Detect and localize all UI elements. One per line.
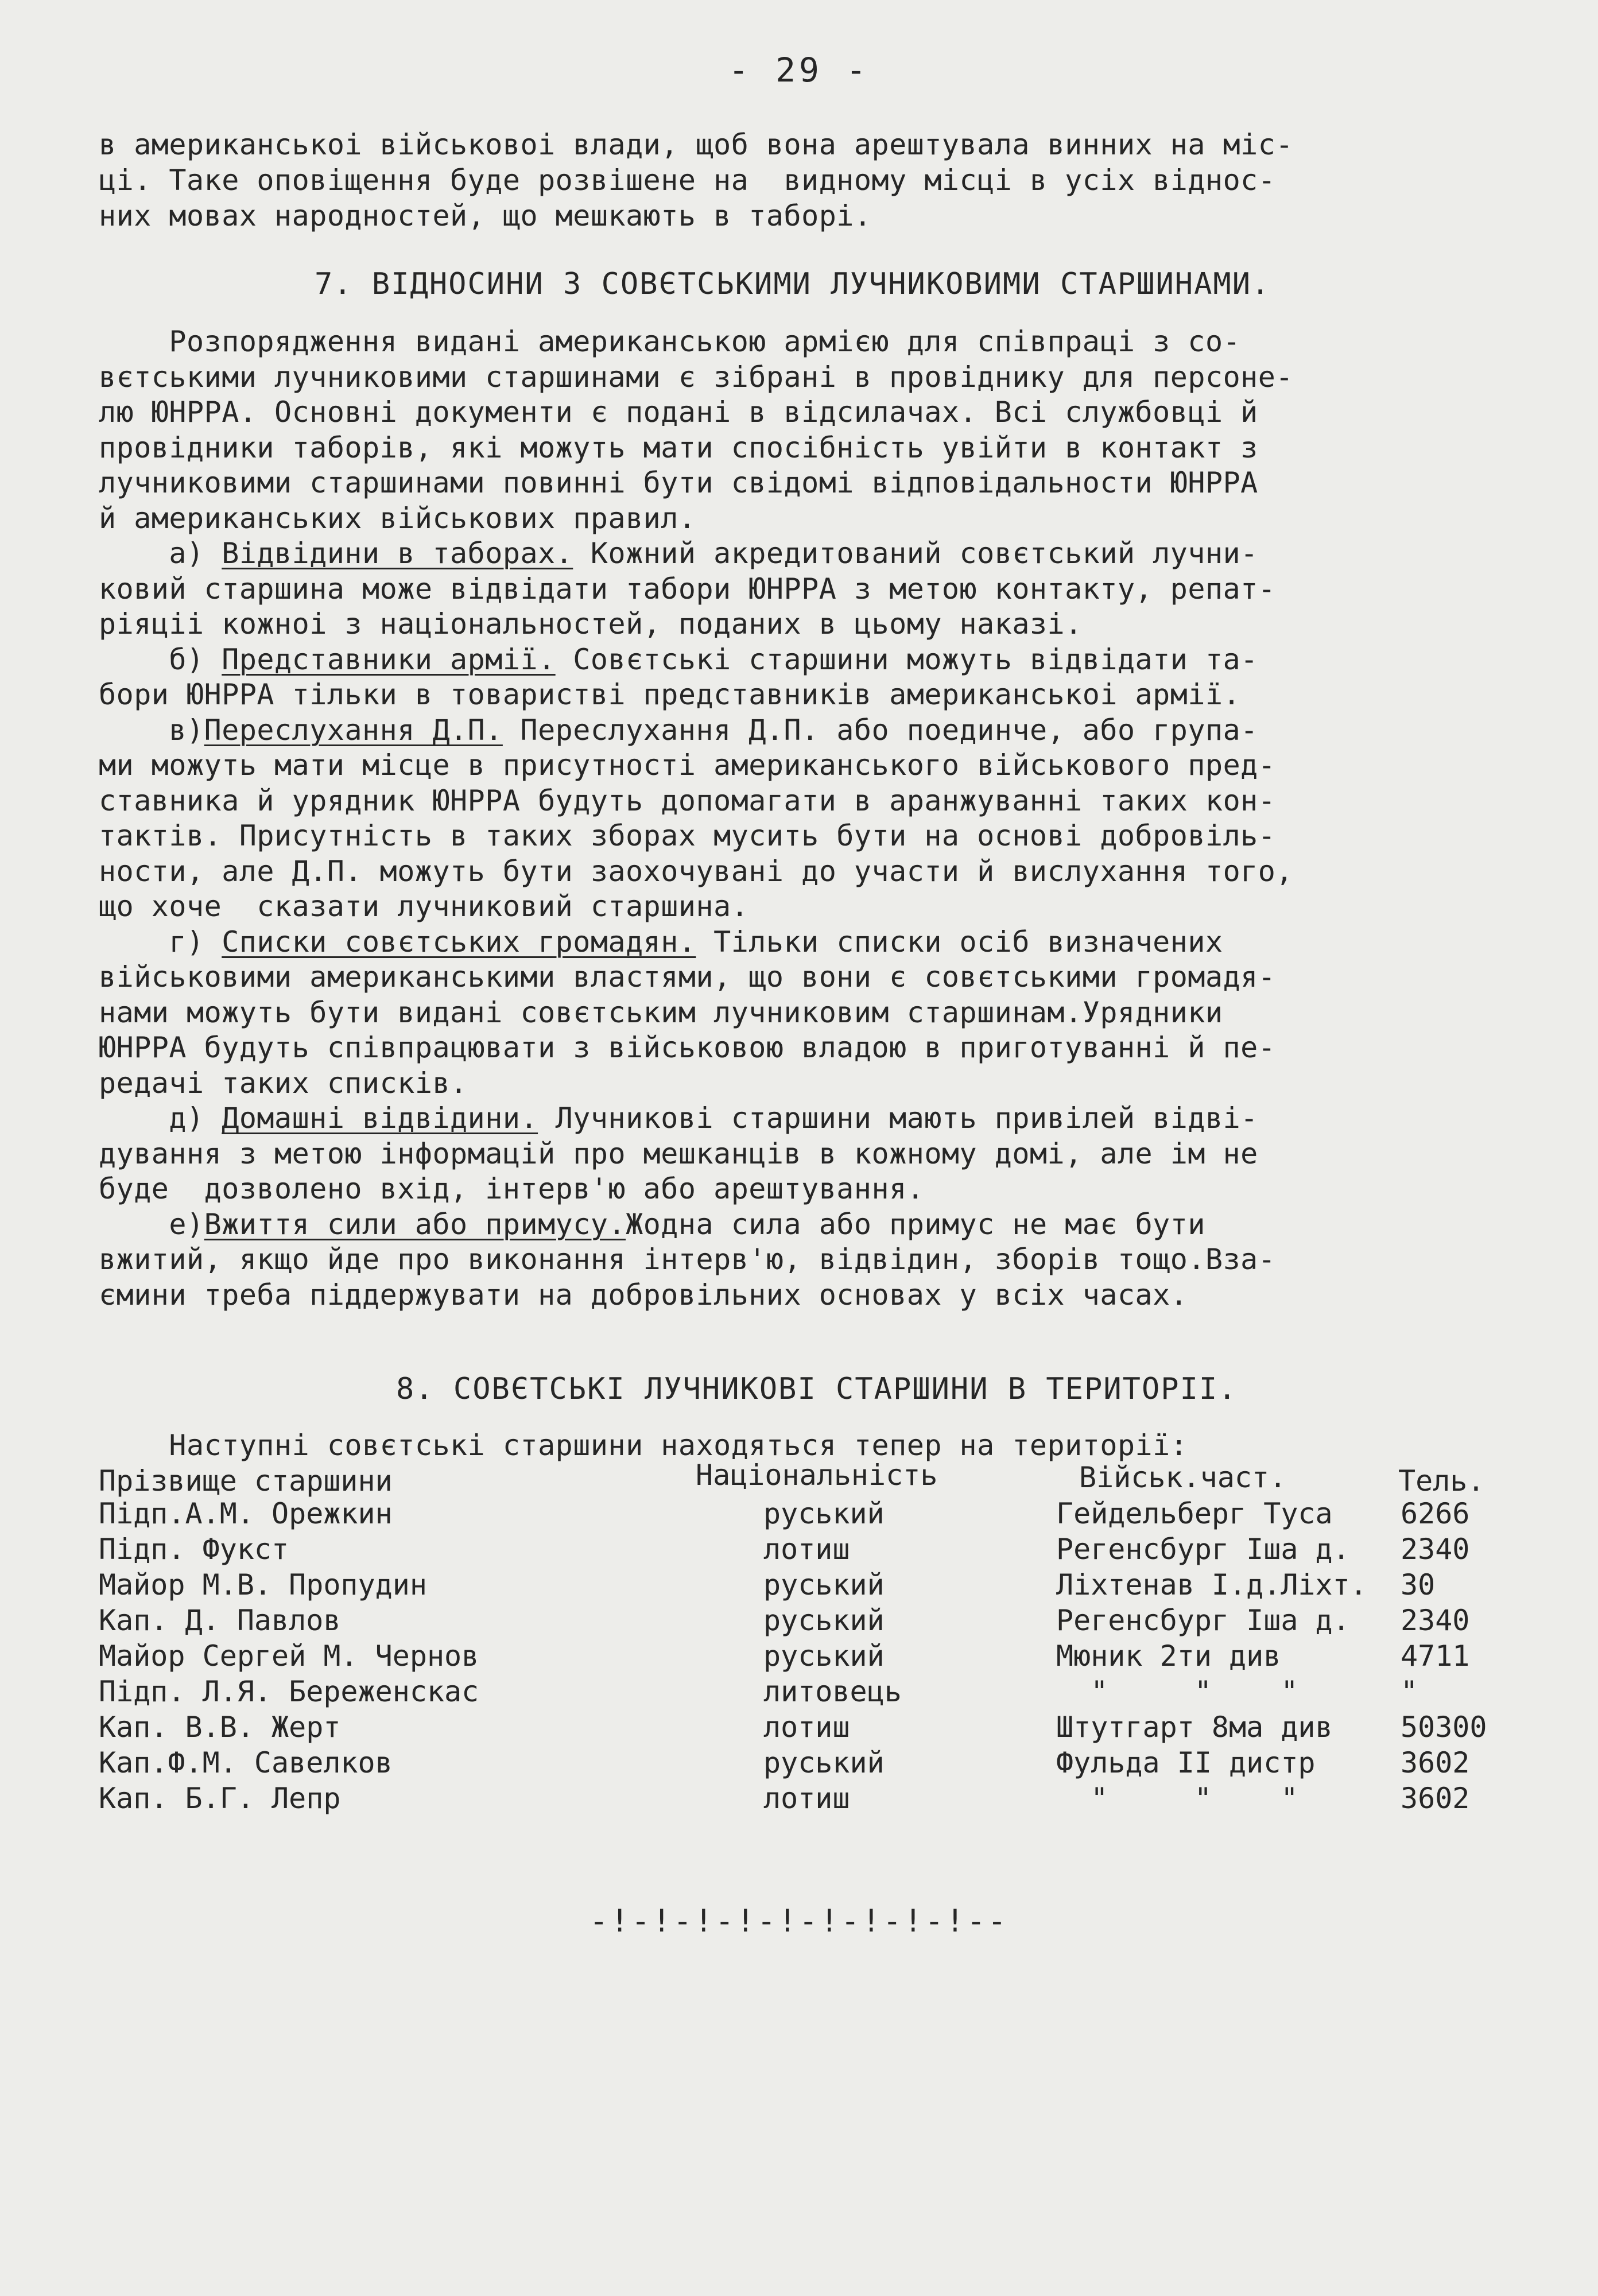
text-segment: Переслухання Д.П. або поединче, або група- — [502, 713, 1258, 747]
officer-nationality: руський — [763, 1604, 885, 1637]
officer-nationality: руський — [763, 1746, 885, 1779]
text-segment: лучниковими старшинами повинні бути свідомі відповідальности ЮНРРА — [99, 466, 1258, 499]
text-line — [99, 536, 1258, 571]
text-segment: Кожний акредитований совєтський лучни- — [573, 537, 1258, 570]
text-line — [99, 1242, 1275, 1277]
section-intro-line: Наступні совєтські старшини находяться тепер на території: — [99, 1429, 1188, 1462]
underlined-subheading: Вжиття сили або примусу. — [204, 1208, 626, 1241]
officer-unit: Регенсбург Іша д. — [1056, 1533, 1350, 1566]
officer-unit: Гейдельберг Туса — [1056, 1497, 1333, 1530]
column-header-name: Прізвище старшини — [99, 1464, 393, 1498]
text-segment: ковий старшина може відвідати табори ЮНРРА з метою контакту, репат- — [99, 572, 1276, 606]
officer-name: Кап. Д. Павлов — [99, 1604, 341, 1637]
text-line: них мовах народностей, що мешкають в таборі. — [99, 199, 872, 232]
officer-unit: Регенсбург Іша д. — [1056, 1604, 1350, 1637]
text-segment: буде дозволено вхід, інтерв'ю або арештування. — [99, 1172, 925, 1205]
text-line — [99, 925, 1223, 959]
text-segment: лю ЮНРРА. Основні документи є подані в відсилачах. Всі службовці й — [99, 395, 1258, 429]
text-line — [99, 430, 1258, 465]
text-line — [99, 572, 1275, 606]
officer-nationality: лотиш — [763, 1782, 850, 1815]
officer-phone: 50300 — [1401, 1711, 1487, 1744]
officer-name: Майор Сергей М. Чернов — [99, 1639, 479, 1673]
officer-phone: 4711 — [1401, 1639, 1470, 1673]
text-segment: Лучникові старшини мають привілей відві- — [538, 1102, 1258, 1135]
section-heading: 7. ВІДНОСИНИ З СОВЄТСЬКИМИ ЛУЧНИКОВИМИ СТАРШИНАМИ. — [315, 267, 1271, 301]
officer-unit: Штутгарт 8ма див — [1056, 1711, 1333, 1744]
text-line — [99, 889, 748, 924]
column-header-unit: Військ.част. — [1079, 1461, 1287, 1494]
officer-nationality: руський — [763, 1568, 885, 1601]
underlined-subheading: Списки совєтських громадян. — [222, 925, 696, 959]
text-line — [99, 360, 1293, 394]
text-segment: тактів. Присутність в таких зборах мусить бути на основі добровіль- — [99, 819, 1276, 852]
officer-unit: " " " — [1056, 1782, 1298, 1815]
text-line — [99, 1030, 1275, 1065]
officer-unit: " " " — [1056, 1675, 1298, 1708]
column-header-nationality: Національність — [696, 1459, 938, 1492]
text-segment: дування з метою інформацій про мешканців в кожному домі, але ім не — [99, 1137, 1258, 1170]
text-segment: ности, але Д.П. можуть бути заохочувані до участи й вислухання того, — [99, 855, 1293, 888]
text-segment: бори ЮНРРА тільки в товаристві представників американськоі армії. — [99, 678, 1241, 711]
text-segment: в) — [99, 713, 204, 747]
officer-phone: 6266 — [1401, 1497, 1470, 1530]
text-line: в американськоі військовоі влади, щоб вона арештувала винних на міс- — [99, 128, 1293, 161]
text-line — [99, 607, 1083, 641]
text-line — [99, 1137, 1258, 1171]
text-segment: й американських військових правил. — [99, 502, 696, 535]
text-line — [99, 784, 1275, 818]
officer-nationality: литовець — [763, 1675, 902, 1708]
text-line — [99, 1278, 1188, 1312]
column-header-phone: Тель. — [1398, 1464, 1485, 1498]
text-line — [99, 1207, 1205, 1242]
text-line — [99, 1172, 924, 1206]
text-segment: нами можуть бути видані совєтським лучниковим старшинам.Урядники — [99, 996, 1223, 1029]
text-segment: г) — [99, 925, 222, 959]
officer-phone: 30 — [1401, 1568, 1436, 1601]
text-line — [99, 819, 1275, 853]
officer-unit: Фульда ІІ дистр — [1056, 1746, 1316, 1779]
text-line — [99, 324, 1240, 359]
text-line — [99, 713, 1258, 747]
officer-name: Кап.Ф.М. Савелков — [99, 1746, 393, 1779]
text-segment: д) — [99, 1102, 222, 1135]
text-line — [99, 1066, 468, 1100]
text-segment: Жодна сила або примус не має бути — [626, 1208, 1205, 1241]
officer-nationality: лотиш — [763, 1711, 850, 1744]
officer-nationality: лотиш — [763, 1533, 850, 1566]
text-segment: що хоче сказати лучниковий старшина. — [99, 890, 749, 923]
page-number: - 29 - — [728, 51, 870, 90]
text-segment: Розпорядження видані американською армією для співпраці з со- — [99, 325, 1241, 358]
officer-name: Кап. В.В. Жерт — [99, 1711, 341, 1744]
text-line — [99, 995, 1223, 1030]
text-line — [99, 395, 1258, 429]
text-segment: провідники таборів, які можуть мати спосібність увійти в контакт з — [99, 431, 1258, 464]
officer-name: Майор М.В. Пропудин — [99, 1568, 427, 1601]
text-line — [99, 501, 696, 536]
officer-phone: 3602 — [1401, 1746, 1470, 1779]
officer-name: Підп.А.М. Орежкин — [99, 1497, 393, 1530]
officer-name: Кап. Б.Г. Лепр — [99, 1782, 341, 1815]
text-segment: вєтськими лучниковими старшинами є зібрані в провіднику для персоне- — [99, 360, 1293, 394]
text-line — [99, 642, 1258, 677]
text-segment: е) — [99, 1208, 204, 1241]
text-line: ці. Таке оповіщення буде розвішене на видному місці в усіх віднос- — [99, 164, 1276, 197]
text-line — [99, 1101, 1258, 1135]
text-segment: ЮНРРА будуть співпрацювати з військовою владою в приготуванні й пе- — [99, 1031, 1276, 1064]
text-segment: ми можуть мати місце в присутності американського військового пред- — [99, 748, 1276, 782]
officer-unit: Ліхтенав І.д.Ліхт. — [1056, 1568, 1367, 1601]
officer-phone: " — [1401, 1675, 1418, 1708]
underlined-subheading: Переслухання Д.П. — [204, 713, 503, 747]
underlined-subheading: Представники армії. — [222, 643, 556, 676]
text-segment: ставника й урядник ЮНРРА будуть допомагати в аранжуванні таких кон- — [99, 784, 1276, 817]
text-segment: ріяціі кожноі з національностей, поданих в цьому наказі. — [99, 607, 1083, 641]
text-line — [99, 960, 1275, 994]
text-segment: вжитий, якщо йде про виконання інтерв'ю, відвідин, зборів тощо.Вза- — [99, 1243, 1276, 1276]
text-segment: військовими американськими властями, що вони є совєтськими громадя- — [99, 960, 1276, 994]
text-line — [99, 466, 1258, 500]
text-line — [99, 748, 1275, 782]
officer-nationality: руський — [763, 1497, 885, 1530]
officer-name: Підп. Л.Я. Береженскас — [99, 1675, 479, 1708]
text-line — [99, 854, 1293, 889]
text-segment: Тільки списки осіб визначених — [696, 925, 1223, 959]
officer-name: Підп. Фукст — [99, 1533, 289, 1566]
text-segment: Совєтські старшини можуть відвідати та- — [555, 643, 1258, 676]
underlined-subheading: Домашні відвідини. — [222, 1102, 538, 1135]
text-segment: редачі таких списків. — [99, 1066, 468, 1100]
section-heading: 8. СОВЄТСЬКІ ЛУЧНИКОВІ СТАРШИНИ В ТЕРИТОРІІ. — [396, 1372, 1238, 1406]
text-line — [99, 677, 1240, 712]
officer-phone: 2340 — [1401, 1533, 1470, 1566]
officer-phone: 3602 — [1401, 1782, 1470, 1815]
officer-phone: 2340 — [1401, 1604, 1470, 1637]
officer-unit: Мюник 2ти див — [1056, 1639, 1281, 1673]
text-segment: ємини треба піддержувати на добровільних основах у всіх часах. — [99, 1278, 1188, 1312]
end-separator: -!-!-!-!-!-!-!-!-!-- — [589, 1903, 1009, 1939]
underlined-subheading: Відвідини в таборах. — [222, 537, 573, 570]
text-segment: а) — [99, 537, 222, 570]
text-segment: б) — [99, 643, 222, 676]
officer-nationality: руський — [763, 1639, 885, 1673]
